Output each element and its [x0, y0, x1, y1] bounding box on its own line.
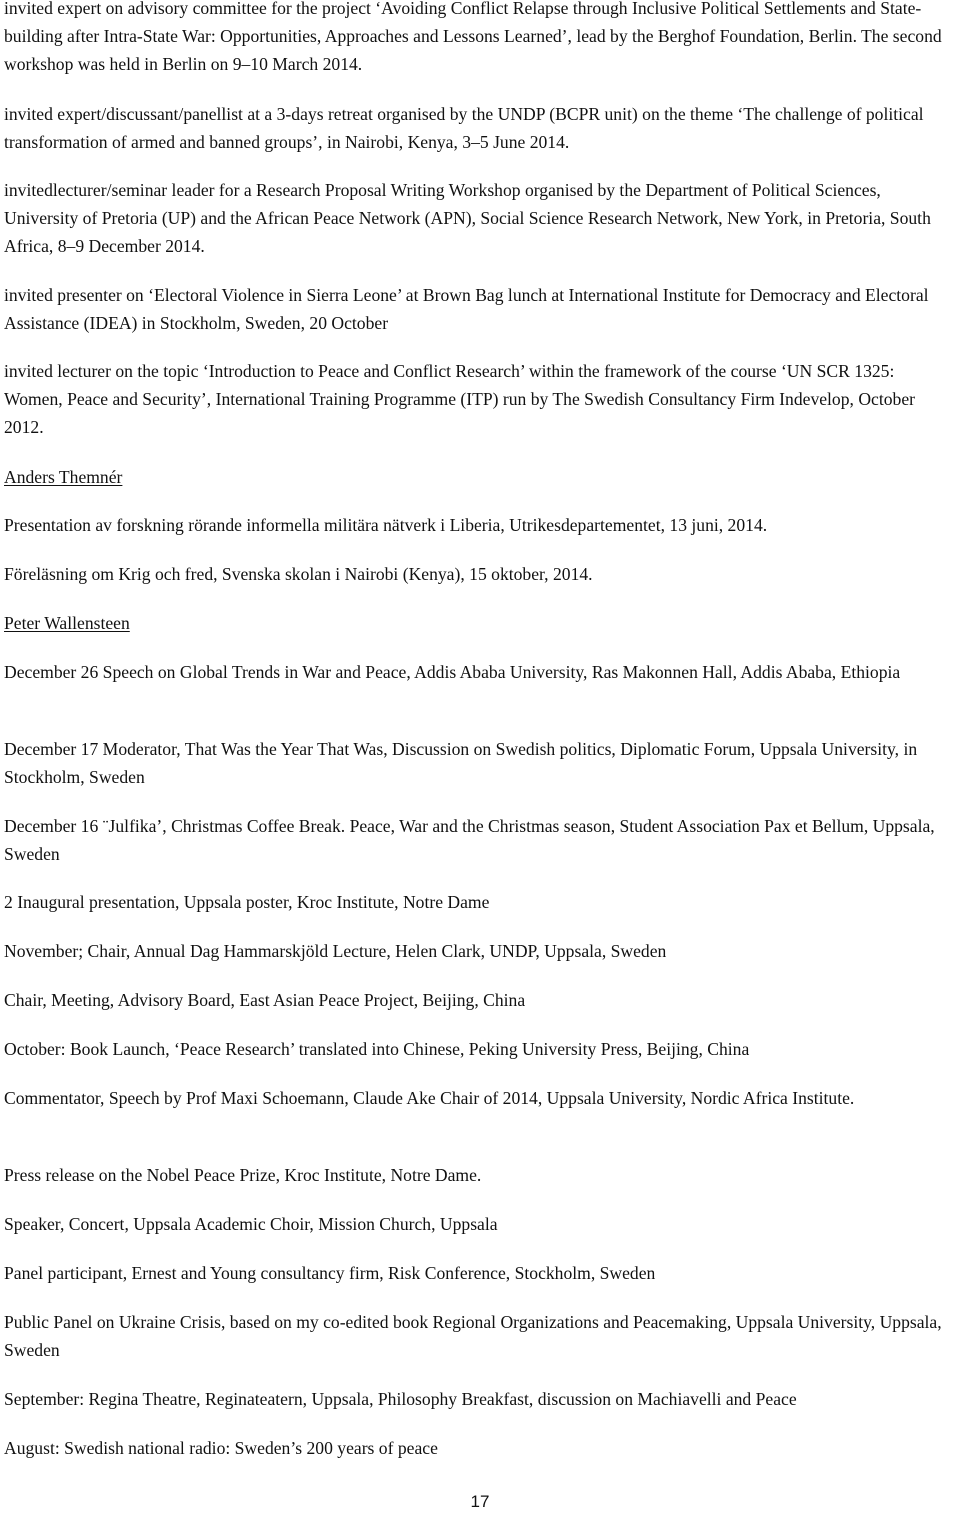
paragraph-press-release: Press release on the Nobel Peace Prize, Kroc Institute, Notre Dame. [4, 1165, 482, 1185]
paragraph-commentator: Commentator, Speech by Prof Maxi Schoemann, Claude Ake Chair of 2014, Uppsala University, Nordic Africa Institute. [4, 1088, 855, 1108]
paragraph-undp-retreat: invited expert/discussant/panellist at a 3-days retreat organised by the UNDP (BCPR unit) on the theme ‘The challenge of political transformation of armed and banned groups’, in Nairobi, Kenya, 3–5 June 2014. [4, 104, 924, 152]
section-heading-anders-themner: Anders Themnér [4, 467, 123, 487]
paragraph-nairobi-lecture: Föreläsning om Krig och fred, Svenska skolan i Nairobi (Kenya), 15 oktober, 2014. [4, 564, 593, 584]
paragraph-advisory-board: Chair, Meeting, Advisory Board, East Asian Peace Project, Beijing, China [4, 990, 526, 1010]
section-heading-peter-wallensteen: Peter Wallensteen [4, 613, 130, 633]
paragraph-ukraine-panel: Public Panel on Ukraine Crisis, based on my co-edited book Regional Organizations and Peacemaking, Uppsala University, Uppsala, Sweden [4, 1312, 942, 1360]
paragraph-august: August: Swedish national radio: Sweden’s 200 years of peace [4, 1438, 438, 1458]
paragraph-berghof-advisory: invited expert on advisory committee for the project ‘Avoiding Conflict Relapse through Inclusive Political Settlements and State-building after Intra-State War: Opportunities, Approaches and Lessons Learned’, lead by the Berghof Foundation, Berlin. The second workshop was held in Berlin on 9–10 March 2014. [4, 0, 942, 74]
paragraph-concert: Speaker, Concert, Uppsala Academic Choir, Mission Church, Uppsala [4, 1214, 498, 1234]
paragraph-itp-lecture: invited lecturer on the topic ‘Introduction to Peace and Conflict Research’ within the framework of the course ‘UN SCR 1325: Women, Peace and Security’, International Training Programme (ITP) run by The Swedish Consultancy Firm Indevelop, October 2012. [4, 361, 915, 437]
paragraph-december-17: December 17 Moderator, That Was the Year That Was, Discussion on Swedish politics, Diplomatic Forum, Uppsala University, in Stockholm, Sweden [4, 739, 918, 787]
paragraph-idea-presentation: invited presenter on ‘Electoral Violence in Sierra Leone’ at Brown Bag lunch at International Institute for Democracy and Electoral Assistance (IDEA) in Stockholm, Sweden, 20 October [4, 285, 929, 333]
paragraph-december-26: December 26 Speech on Global Trends in War and Peace, Addis Ababa University, Ras Makonnen Hall, Addis Ababa, Ethiopia [4, 662, 901, 682]
paragraph-pretoria-workshop: invitedlecturer/seminar leader for a Research Proposal Writing Workshop organised by the Department of Political Sciences, University of Pretoria (UP) and the African Peace Network (APN), Social Science Research Network, New York, in Pretoria, South Africa, 8–9 December 2014. [4, 180, 931, 256]
paragraph-inaugural: 2 Inaugural presentation, Uppsala poster, Kroc Institute, Notre Dame [4, 892, 490, 912]
paragraph-december-16: December 16 ¨Julfika’, Christmas Coffee Break. Peace, War and the Christmas season, Student Association Pax et Bellum, Uppsala, Sweden [4, 816, 935, 864]
page-number: 17 [470, 1492, 490, 1511]
paragraph-november-chair: November; Chair, Annual Dag Hammarskjöld Lecture, Helen Clark, UNDP, Uppsala, Sweden [4, 941, 667, 961]
paragraph-october-book: October: Book Launch, ‘Peace Research’ translated into Chinese, Peking University Press, Beijing, China [4, 1039, 750, 1059]
paragraph-september: September: Regina Theatre, Reginateatern, Uppsala, Philosophy Breakfast, discussion on Machiavelli and Peace [4, 1389, 797, 1409]
paragraph-utrikesdepartementet: Presentation av forskning rörande informella militära nätverk i Liberia, Utrikesdepartementet, 13 juni, 2014. [4, 515, 768, 535]
paragraph-panel-participant: Panel participant, Ernest and Young consultancy firm, Risk Conference, Stockholm, Sweden [4, 1263, 656, 1283]
